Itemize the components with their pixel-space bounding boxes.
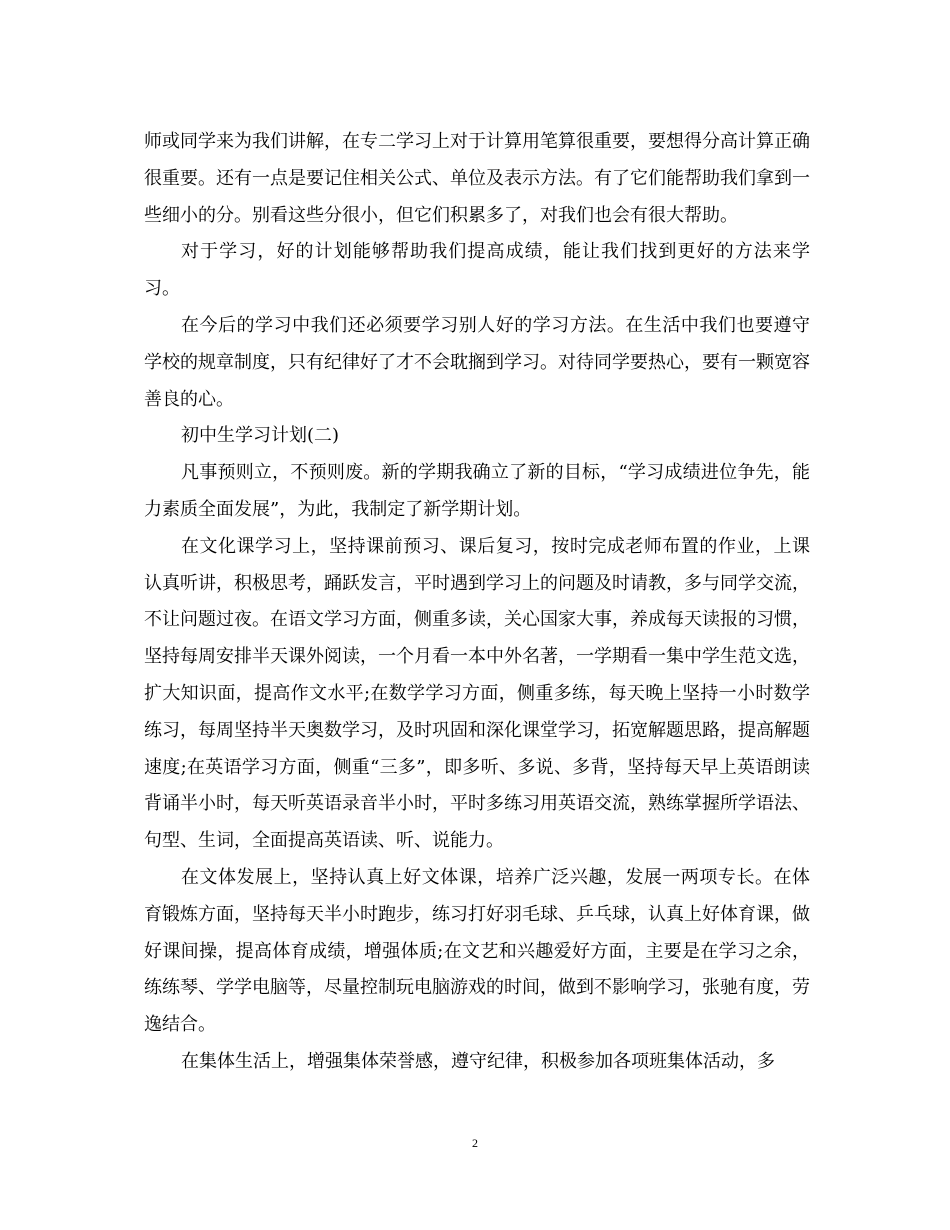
paragraph-culture-study: 在文化课学习上，坚持课前预习、课后复习，按时完成老师布置的作业，上课认真听讲，积极思考，踊跃发言，平时遇到学习上的问题及时请教，多与同学交流，不让问题过夜。在语文学习方面，侧重多读，关心国家大事，养成每天读报的习惯，坚持每周安排半天课外阅读，一个月看一本中外名著，一学期看一集中学生范文选，扩大知识面，提高作文水平;在数学学习方面，侧重多练，每天晚上坚持一小时数学练习，每周坚持半天奥数学习，及时巩固和深化课堂学习，拓宽解题思路，提高解题速度;在英语学习方面，侧重“三多”，即多听、多说、多背，坚持每天早上英语朗读背诵半小时，每天听英语录音半小时，平时多练习用英语交流，熟练掌握所学语法、句型、生词，全面提高英语读、听、说能力。 [144, 535, 810, 852]
paragraph-future-learning: 在今后的学习中我们还必须要学习别人好的学习方法。在生活中我们也要遵守学校的规章制度，只有纪律好了才不会耽搁到学习。对待同学要热心，要有一颗宽容善良的心。 [144, 314, 810, 410]
page-number: 2 [472, 1136, 478, 1150]
paragraph-continuation: 师或同学来为我们讲解，在专二学习上对于计算用笔算很重要，要想得分高计算正确很重要。还有一点是要记住相关公式、单位及表示方法。有了它们能帮助我们拿到一些细小的分。别看这些分很小，但它们积累多了，对我们也会有很大帮助。 [144, 131, 810, 226]
paragraph-new-semester-goal: 凡事预则立，不预则废。新的学期我确立了新的目标，“学习成绩进位争先，能力素质全面发展”，为此，我制定了新学期计划。 [144, 462, 810, 520]
section-heading: 初中生学习计划(二) [181, 425, 340, 447]
paragraph-collective-life: 在集体生活上，增强集体荣誉感，遵守纪律，积极参加各项班集体活动，多 [181, 1050, 775, 1072]
paragraph-sports-arts: 在文体发展上，坚持认真上好文体课，培养广泛兴趣，发展一两项专长。在体育锻炼方面，坚持每天半小时跑步，练习打好羽毛球、乒乓球，认真上好体育课，做好课间操，提高体育成绩，增强体质;在文艺和兴趣爱好方面，主要是在学习之余，练练琴、学学电脑等，尽量控制玩电脑游戏的时间，做到不影响学习，张驰有度，劳逸结合。 [144, 866, 810, 1036]
document-body [144, 124, 810, 1081]
paragraph-planning-benefit: 对于学习，好的计划能够帮助我们提高成绩，能让我们找到更好的方法来学习。 [144, 241, 810, 300]
